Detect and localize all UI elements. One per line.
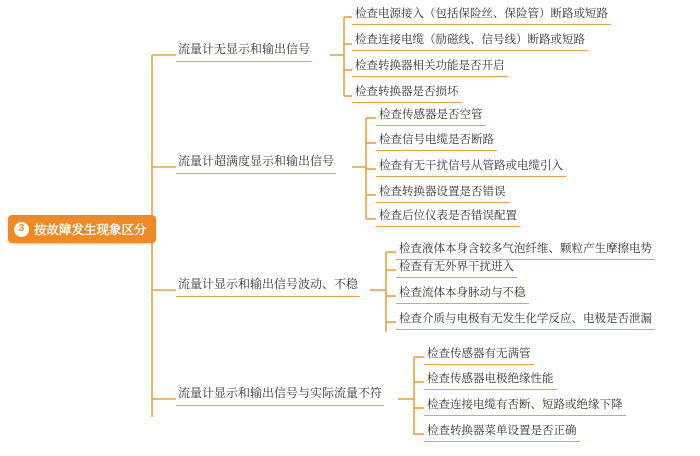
leaf-node-4-4[interactable]: [424, 420, 580, 442]
leaf-node-2-4[interactable]: [376, 181, 509, 203]
leaf-node-2-5[interactable]: [376, 205, 520, 227]
leaf-node-3-2[interactable]: [396, 256, 517, 278]
leaf-label: 检查传感器电极绝缘性能: [427, 373, 554, 385]
leaf-node-2-1[interactable]: [376, 104, 486, 126]
branch-node-4[interactable]: [176, 382, 384, 406]
leaf-label: 检查有无干扰信号从管路或电缆引入: [379, 160, 563, 172]
leaf-node-2-2[interactable]: [376, 129, 497, 151]
leaf-label: 检查后位仪表是否错误配置: [379, 210, 517, 222]
leaf-label: 检查转换器菜单设置是否正确: [427, 425, 577, 437]
leaf-label: 检查传感器有无满管: [427, 348, 531, 360]
leaf-node-3-3[interactable]: [396, 282, 529, 304]
leaf-node-2-3[interactable]: [376, 155, 566, 177]
leaf-label: 检查流体本身脉动与不稳: [399, 287, 526, 299]
leaf-label: 检查电源接入（包括保险丝、保险管）断路或短路: [355, 8, 608, 20]
leaf-node-1-3[interactable]: [352, 55, 508, 77]
leaf-label: 检查转换器设置是否错误: [379, 186, 506, 198]
leaf-label: 检查介质与电极有无发生化学反应、电极是否泄漏: [399, 313, 652, 325]
leaf-node-1-2[interactable]: [352, 29, 588, 51]
leaf-node-1-4[interactable]: [352, 81, 462, 103]
branch-node-1[interactable]: [176, 38, 312, 62]
branch-label: 流量计显示和输出信号与实际流量不符: [178, 386, 383, 400]
branch-label: 流量计超满度显示和输出信号: [178, 154, 335, 168]
leaf-node-1-1[interactable]: [352, 3, 611, 25]
root-label: 按故障发生现象区分: [34, 223, 147, 237]
leaf-node-3-4[interactable]: [396, 308, 655, 330]
leaf-label: 检查转换器是否损坏: [355, 86, 459, 98]
leaf-label: 检查连接电缆有否断、短路或绝缘下降: [427, 399, 623, 411]
leaf-node-4-2[interactable]: [424, 368, 557, 390]
leaf-node-4-3[interactable]: [424, 394, 626, 416]
root-node[interactable]: [8, 215, 156, 243]
branch-node-3[interactable]: [176, 273, 360, 297]
branch-label: 流量计无显示和输出信号: [178, 42, 311, 56]
branch-label: 流量计显示和输出信号波动、不稳: [178, 277, 359, 291]
leaf-node-4-1[interactable]: [424, 343, 534, 365]
leaf-label: 检查传感器是否空管: [379, 109, 483, 121]
leaf-label: 检查信号电缆是否断路: [379, 134, 494, 146]
leaf-label: 检查有无外界干扰进入: [399, 261, 514, 273]
leaf-label: 检查连接电缆（励磁线、信号线）断路或短路: [355, 34, 585, 46]
leaf-label: 检查液体本身含较多气泡纤维、颗粒产生摩擦电势: [399, 243, 652, 255]
root-badge: 3: [14, 222, 29, 237]
branch-node-2[interactable]: [176, 150, 336, 174]
leaf-label: 检查转换器相关功能是否开启: [355, 60, 505, 72]
